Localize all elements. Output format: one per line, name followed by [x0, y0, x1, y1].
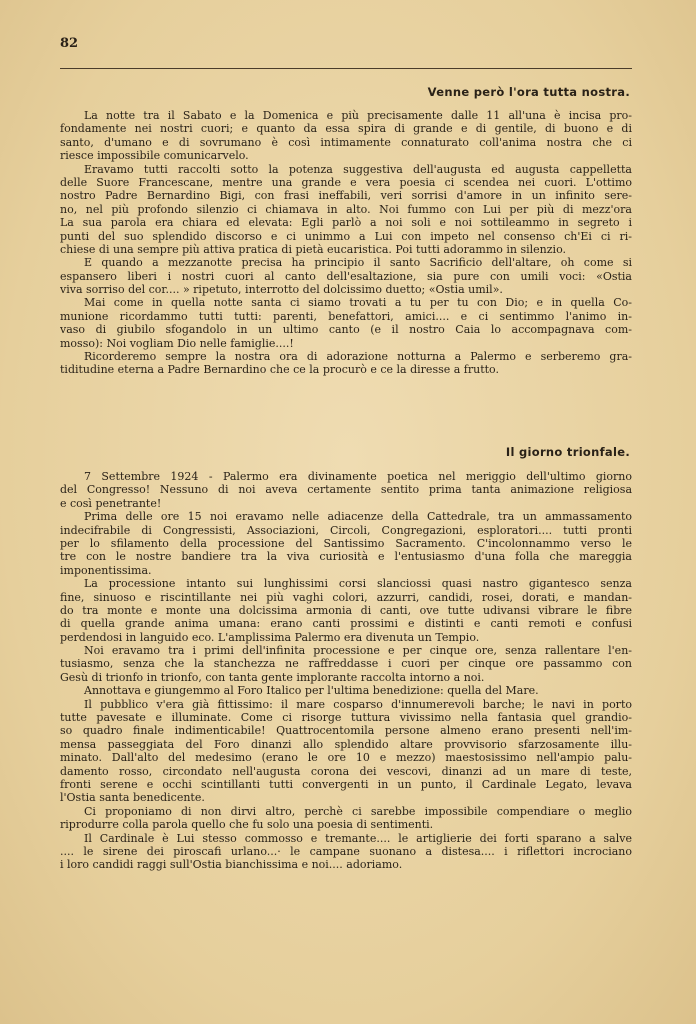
- text-line: Ci proponiamo di non dirvi altro, perchè ci sarebbe impossibile compendiare o meglio: [84, 804, 632, 818]
- text-line: punti del suo splendido discorso e ci unimmo a Lui con impeto nel consenso ch'Ei ci ri-: [60, 229, 632, 243]
- paragraph: [60, 805, 632, 832]
- paragraph: [60, 470, 632, 510]
- text-line: del Congresso! Nessuno di noi aveva certamente sentito prima tanta animazione religiosa: [60, 483, 632, 497]
- paragraph: [60, 577, 632, 644]
- paragraph: [60, 256, 632, 296]
- text-line: viva sorriso del cor.... » ripetuto, interrotto del dolcissimo duetto; «Ostia umil».: [60, 283, 503, 297]
- text-line: minato. Dall'alto del medesimo (erano le ore 10 e mezzo) maestosissimo nell'ampio palu-: [60, 751, 632, 765]
- text-line: santo, d'umano e di sovrumano è così intimamente connaturato coll'anima nostra che ci: [60, 135, 632, 149]
- text-line: mensa passeggiata del Foro dinanzi allo splendido altare provvisorio sfarzosamente illu-: [60, 737, 632, 751]
- text-line: fondamente nei nostri cuori; e quanto da essa spira di grande e di gentile, di buono e di: [60, 122, 632, 136]
- text-line: tusiasmo, senza che la stanchezza ne raffreddasse i cuori per cinque ore passammo con: [60, 657, 632, 671]
- paragraph: [60, 832, 632, 872]
- paragraph: [60, 510, 632, 577]
- header-rule: [60, 68, 632, 69]
- text-line: tutte pavesate e illuminate. Come ci risorge tuttura vivissimo nella fantasia quel grandio-: [60, 711, 632, 725]
- text-line: e così penetrante!: [60, 496, 162, 510]
- text-line: munione ricordammo tutti tutti: parenti, benefattori, amici.... e ci sentimmo l'animo in-: [60, 309, 632, 323]
- paragraph: [60, 109, 632, 163]
- text-line: espansero liberi i nostri cuori al canto dell'esaltazione, sia pure con umili voci: «Ostia: [60, 269, 632, 283]
- text-line: chiese di una sempre più attiva pratica di pietà eucaristica. Poi tutti adorammo in silenzio.: [60, 242, 567, 256]
- text-line: i loro candidi raggi sull'Ostia bianchissima e noi.... adoriamo.: [60, 858, 403, 872]
- text-line: so quadro finale indimenticabile! Quattrocentomila persone almeno erano presenti nell'im-: [60, 724, 632, 738]
- text-line: di quella grande anima umana: erano canti prossimi e distinti e canti remoti e confusi: [60, 617, 632, 631]
- text-line: Eravamo tutti raccolti sotto la potenza suggestiva dell'augusta ed augusta cappelletta: [84, 162, 632, 176]
- text-line: do tra monte e monte una dolcissima armonia di canti, ove tutte udivansi vibrare le fibre: [60, 603, 632, 617]
- paragraph: [60, 163, 632, 257]
- text-line: fronti serene e occhi scintillanti tutti convergenti in un punto, il Cardinale Legato, levava: [60, 777, 632, 791]
- text-line: riprodurre colla parola quello che fu solo una poesia di sentimenti.: [60, 818, 434, 832]
- text-line: Annottava e giungemmo al Foro Italico per l'ultima benedizione: quella del Mare.: [84, 684, 539, 698]
- text-line: tre con le nostre bandiere tra la viva curiosità e l'entusiasmo d'una folla che mareggia: [60, 550, 632, 564]
- text-line: perdendosi in languido eco. L'amplissima Palermo era divenuta un Tempio.: [60, 630, 480, 644]
- text-line: La sua parola era chiara ed elevata: Egli parlò a noi soli e noi sottileammo in segreto i: [60, 216, 632, 230]
- text-line: nostro Padre Bernardino Bigi, con frasi ineffabili, veri sorrisi d'amore in un infinito sere-: [60, 189, 632, 203]
- text-line: tiditudine eterna a Padre Bernardino che ce la procurò e ce la diresse a frutto.: [60, 363, 499, 377]
- text-line: mosso): Noi vogliam Dio nelle famiglie....!: [60, 336, 294, 350]
- text-line: .... le sirene dei piroscafi urlano...· le campane suonano a distesa.... i riflettori incrociano: [60, 844, 632, 858]
- text-line: E quando a mezzanotte precisa ha principio il santo Sacrificio dell'altare, oh come si: [84, 256, 632, 270]
- text-line: Gesù di trionfo in trionfo, con tanta gente implorante raccolta intorno a noi.: [60, 670, 485, 684]
- paragraph: [60, 684, 632, 697]
- text-line: Il Cardinale è Lui stesso commosso e tremante.... le artiglierie dei forti sparano a salve: [84, 831, 632, 845]
- section-heading: Il giorno trionfale.: [505, 445, 630, 459]
- page-number: 82: [60, 36, 79, 51]
- paragraph: [60, 644, 632, 684]
- text-line: delle Suore Francescane, mentre una grande e vera poesia ci scendea nei cuori. L'ottimo: [60, 175, 632, 189]
- text-line: damento rosso, circondato nell'augusta corona dei vescovi, dinanzi ad un mare di teste,: [60, 764, 632, 778]
- text-line: per lo sfilamento della processione del Santissimo Sacramento. C'incolonnammo verso le: [60, 536, 632, 550]
- paragraph: [60, 350, 632, 377]
- text-line: Noi eravamo tra i primi dell'infinita processione e per cinque ore, senza rallentare l'en-: [84, 644, 632, 658]
- text-line: Prima delle ore 15 noi eravamo nelle adiacenze della Cattedrale, tra un ammassamento: [84, 510, 632, 524]
- paragraph: [60, 296, 632, 350]
- text-line: La processione intanto sui lunghissimi corsi slanciossi quasi nastro gigantesco senza: [84, 577, 632, 591]
- text-line: Mai come in quella notte santa ci siamo trovati a tu per tu con Dio; e in quella Co-: [84, 296, 632, 310]
- text-line: fine, sinuoso e riscintillante nei più vaghi colori, azzurri, candidi, rosei, dorati, e mandan-: [60, 590, 632, 604]
- text-line: l'Ostia santa benedicente.: [60, 791, 205, 805]
- text-line: imponentissima.: [60, 563, 152, 577]
- text-line: Ricorderemo sempre la nostra ora di adorazione notturna a Palermo e serberemo gra-: [84, 350, 632, 364]
- text-line: La notte tra il Sabato e la Domenica e più precisamente dalle 11 all'una è incisa pro-: [84, 109, 632, 122]
- section-body: [60, 470, 632, 872]
- text-line: Il pubblico v'era già fittissimo: il mare cosparso d'innumerevoli barche; le navi in porto: [84, 697, 632, 711]
- text-line: riesce impossibile comunicarvelo.: [60, 149, 249, 163]
- section-body: [60, 109, 632, 377]
- paragraph: [60, 698, 632, 805]
- text-line: indecifrabile di Congressisti, Associazioni, Circoli, Congregazioni, esploratori.... tutti pronti: [60, 523, 632, 537]
- text-line: vaso di giubilo sfogandolo in un ultimo canto (e il nostro Caia lo accompagnava com-: [60, 323, 632, 337]
- section-heading: Venne però l'ora tutta nostra.: [427, 85, 630, 99]
- text-line: no, nel più profondo silenzio ci chiamava in alto. Noi fummo con Lui per più di mezz'ora: [60, 202, 632, 216]
- text-line: 7 Settembre 1924 - Palermo era divinamente poetica nel meriggio dell'ultimo giorno: [84, 470, 632, 483]
